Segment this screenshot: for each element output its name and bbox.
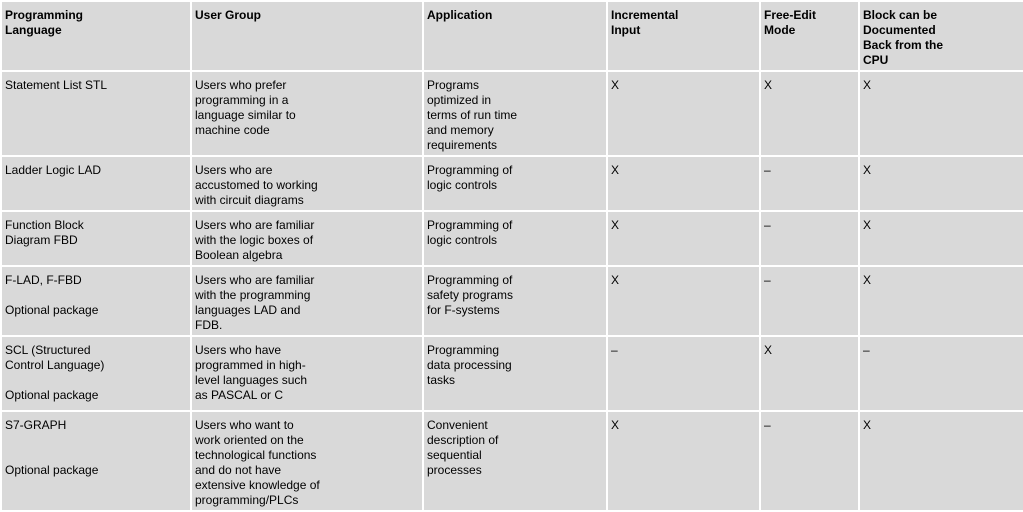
cell-user-group: Users who prefer programming in a language similar to machine code (191, 71, 423, 156)
table-row (1, 211, 1023, 266)
cell-user-group: Users who are familiar with the logic boxes of Boolean algebra (191, 211, 423, 266)
cell-free-edit-mode: – (760, 211, 859, 266)
cell-language: S7-GRAPH Optional package (1, 411, 191, 511)
optional-package-label: Optional package (5, 463, 99, 477)
cell-block-documented: – (859, 336, 1023, 411)
table-header-row (1, 1, 1023, 71)
cell-user-group: Users who want to work oriented on the technological functions and do not have extensive knowledge of programming/PLCs (191, 411, 423, 511)
cell-incremental-input: X (607, 156, 760, 211)
cell-application: Programming of logic controls (423, 211, 607, 266)
cell-incremental-input: X (607, 71, 760, 156)
header-free-edit-mode: Free-Edit Mode (760, 1, 859, 71)
cell-application: Programs optimized in terms of run time and memory requirements (423, 71, 607, 156)
cell-incremental-input: X (607, 211, 760, 266)
header-programming-language: Programming Language (1, 1, 191, 71)
cell-language: SCL (Structured Control Language) Optional package (1, 336, 191, 411)
table-row (1, 411, 1023, 511)
cell-user-group: Users who have programmed in high- level languages such as PASCAL or C (191, 336, 423, 411)
cell-user-group: Users who are familiar with the programming languages LAD and FDB. (191, 266, 423, 336)
header-user-group: User Group (191, 1, 423, 71)
cell-block-documented: X (859, 266, 1023, 336)
cell-language: F-LAD, F-FBD Optional package (1, 266, 191, 336)
cell-block-documented: X (859, 211, 1023, 266)
header-block-documented: Block can be Documented Back from the CPU (859, 1, 1023, 71)
cell-language: Statement List STL (1, 71, 191, 156)
header-incremental-input: Incremental Input (607, 1, 760, 71)
optional-package-label: Optional package (5, 303, 99, 317)
cell-free-edit-mode: – (760, 156, 859, 211)
cell-free-edit-mode: X (760, 336, 859, 411)
cell-free-edit-mode: – (760, 411, 859, 511)
cell-language: Ladder Logic LAD (1, 156, 191, 211)
cell-incremental-input: X (607, 411, 760, 511)
cell-block-documented: X (859, 411, 1023, 511)
cell-block-documented: X (859, 156, 1023, 211)
cell-free-edit-mode: – (760, 266, 859, 336)
table-row (1, 266, 1023, 336)
cell-application: Programming data processing tasks (423, 336, 607, 411)
cell-language: Function Block Diagram FBD (1, 211, 191, 266)
cell-application: Programming of logic controls (423, 156, 607, 211)
cell-application: Convenient description of sequential processes (423, 411, 607, 511)
cell-user-group: Users who are accustomed to working with circuit diagrams (191, 156, 423, 211)
cell-application: Programming of safety programs for F-systems (423, 266, 607, 336)
cell-free-edit-mode: X (760, 71, 859, 156)
optional-package-label: Optional package (5, 388, 99, 402)
table-row (1, 156, 1023, 211)
cell-block-documented: X (859, 71, 1023, 156)
cell-incremental-input: – (607, 336, 760, 411)
cell-incremental-input: X (607, 266, 760, 336)
table-row (1, 71, 1023, 156)
table-row (1, 336, 1023, 411)
header-application: Application (423, 1, 607, 71)
